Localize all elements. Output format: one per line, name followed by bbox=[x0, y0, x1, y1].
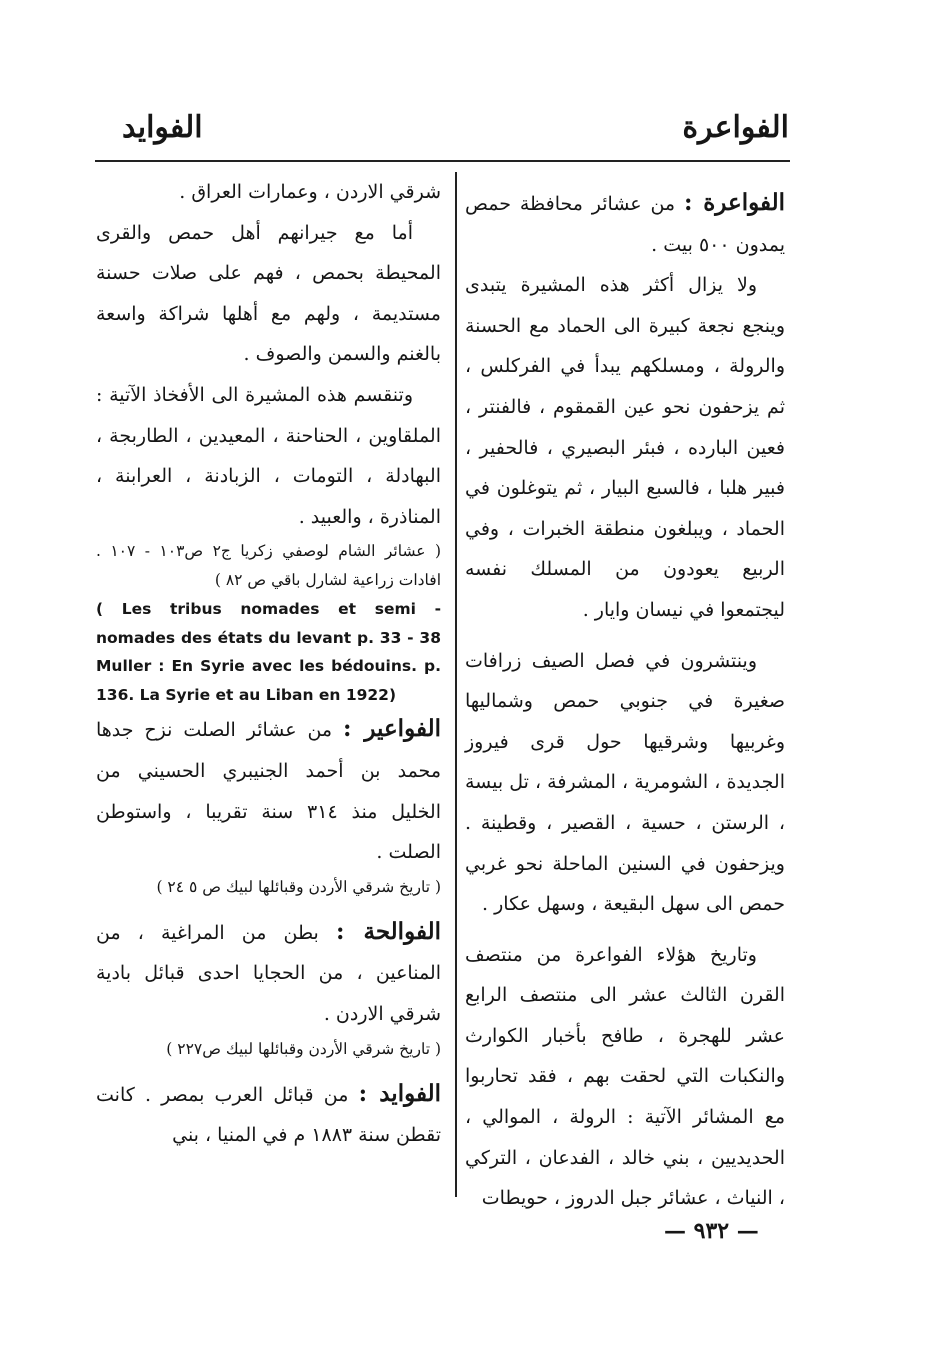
column-divider bbox=[455, 172, 457, 1197]
entry-text: من عشائر محافظة حمص يمدون ٥٠٠ بيت . bbox=[465, 193, 785, 256]
entry-term: الفواعرة : bbox=[683, 189, 785, 216]
reference-note: ( تاريخ شرقي الأردن وقبائلها لبيك ص٢٢٧ ) bbox=[166, 1039, 441, 1058]
entry-fawaira bbox=[465, 183, 785, 265]
entry-text: بطن من المراغية ، من المناعين ، من الحجايا احدى قبائل بادية شرقي الاردن . bbox=[96, 921, 441, 1025]
reference-note: ( عشائر الشام لوصفي زكريا ج٢ ص١٠٣ - ١٠٧ . افادات زراعية لشارل باقي ص ٨٢ ) bbox=[96, 542, 442, 590]
paragraph: وينتشرون في فصل الصيف زرافات صغيرة في جنوبي حمص وشماليها وغربيها وشرقيها حول قرى فيروز الجديدة ، الشومرية ، المشرفة ، تل بيسة ، الرستن ، حسية ، القصير ، وقطينة . ويزحفون في السنين الماحلة نحو غربي حمص الى سهل البقيعة ، وسهل عكار . bbox=[465, 649, 785, 916]
reference-note: ( تاريخ شرقي الأردن وقبائلها لبيك ص ٥ ٢٤ ) bbox=[156, 877, 441, 896]
paragraph: وتاريخ هؤلاء الفواعرة من منتصف القرن الثالث عشر الى منتصف الرابع عشر للهجرة ، طافح بأخبار الكوارث والنكبات التي لحقت بهم ، فقد تحاربوا مع المشائر الآتية : الرولة ، الموالي ، الحديديين ، بني خالد ، الفدعان ، التركي ، النياث ، عشائر جبل الدروز ، حويطات bbox=[465, 943, 785, 1210]
entry-fawayid bbox=[96, 1074, 441, 1156]
entry-fawair bbox=[96, 709, 441, 872]
right-column bbox=[465, 183, 785, 1219]
page-number: — ٩٣٢ — bbox=[664, 1218, 759, 1244]
paragraph: أما مع جيرانهم أهل حمص والقرى المحيطة بحمص ، فهم على صلات حسنة مستديمة ، ولهم مع أهلها شراكة واسعة بالغنم والسمن والصوف . bbox=[96, 221, 441, 366]
entry-text: من عشائر الصلت نزح جدها محمد بن أحمد الجنيبري الحسيني من الخليل منذ ٣١٤ سنة تقريبا ، واستوطن الصلت . bbox=[96, 719, 441, 864]
header-rule bbox=[95, 160, 790, 162]
paragraph: ولا يزال أكثر هذه المشيرة يتبدى وينجع نجعة كبيرة الى الحماد مع الحسنة والرولة ، ومسلكهم يبدأ في الفركلس ، ثم يزحفون نحو عين القمقوم ، فالفنتر ، فعين البارده ، فبئر البصيري ، فالحفير ، فبير هلبا ، فالسبع البيار ، ثم يتوغلون في الحماد ، ويبلغون منطقة الخبرات ، وفي الربيع يعودون من المسلك نفسه ليجتمعوا في نيسان وايار . bbox=[465, 274, 785, 621]
paragraph: وتنقسم هذه المشيرة الى الأفخاذ الآتية : الملقاوين ، الحناحنة ، المعيدين ، الطاربجة ، البهادلة ، التومات ، الزبادنة ، العرابنة ، المناذرة ، والعبيد . bbox=[96, 383, 441, 528]
running-head-left: الفوايد bbox=[122, 110, 203, 145]
entry-fawalha bbox=[96, 912, 441, 1035]
entry-term: الفواعير : bbox=[342, 715, 441, 743]
entry-text: من قبائل العرب بمصر . كانت تقطن سنة ١٨٨٣ م في المنيا ، بني bbox=[96, 1083, 441, 1147]
continued-text: شرقي الاردن ، وعمارات العراق . bbox=[179, 181, 441, 203]
left-column bbox=[96, 172, 441, 1156]
latin-reference-note: ( Les tribus nomades et semi - nomades des états du levant p. 33 - 38 Muller : En Syrie avec les bédouins. p. 136. La Syrie et au Liban en 1922) bbox=[96, 600, 441, 704]
entry-term: الفوايد : bbox=[358, 1079, 441, 1107]
running-head-right: الفواعرة bbox=[682, 110, 789, 145]
entry-term: الفوالحة : bbox=[335, 917, 441, 945]
